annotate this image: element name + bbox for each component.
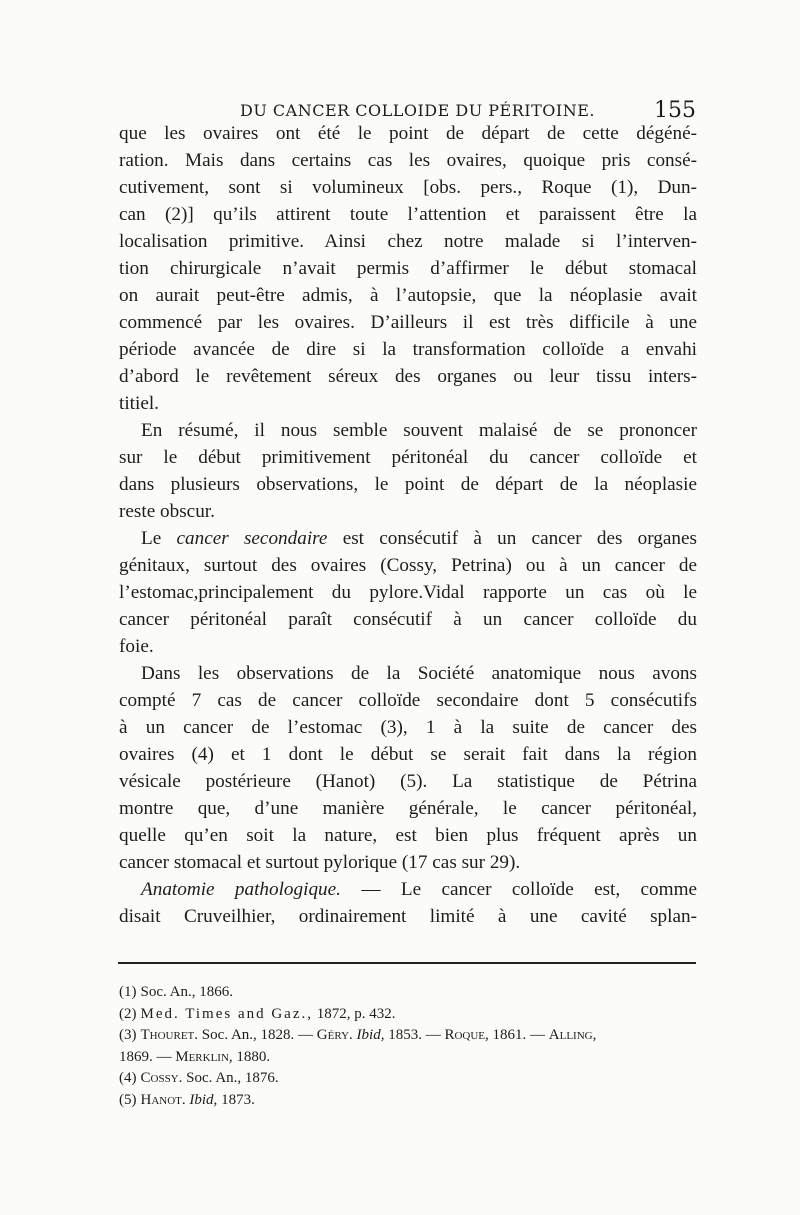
text-fragment: — Le cancer colloïde est, comme bbox=[361, 879, 698, 900]
text-line: titiel. bbox=[119, 393, 159, 414]
text-line: d’abord le revêtement séreux des organes ou leur tissu inters- bbox=[119, 366, 697, 387]
text-line: cancer stomacal et surtout pylorique (17 cas sur 29). bbox=[119, 852, 521, 873]
text-line bbox=[119, 525, 697, 552]
text-line bbox=[119, 876, 697, 903]
footnote-author: Cossy. bbox=[140, 1070, 183, 1086]
footnote-author: Thouret. bbox=[140, 1027, 199, 1043]
text-line: foie. bbox=[119, 636, 154, 657]
text-line: Dans les observations de la Société anatomique nous avons bbox=[141, 663, 697, 684]
text-line: cutivement, sont si volumineux [obs. pers., Roque (1), Dun- bbox=[119, 177, 697, 198]
footnote-text: Soc. An., 1866. bbox=[140, 984, 234, 1000]
footnote-continuation bbox=[119, 1047, 697, 1069]
text-line: reste obscur. bbox=[119, 501, 215, 522]
footnote-author: Roque, bbox=[444, 1027, 489, 1043]
footnote-text: 1873. bbox=[217, 1091, 255, 1108]
footnote-author: Merklin, bbox=[175, 1048, 233, 1065]
running-head-title: DU CANCER COLLOIDE DU PÉRITOINE. bbox=[240, 101, 595, 120]
footnote-text: 1853. — bbox=[384, 1027, 445, 1043]
footnote-number: (2) bbox=[119, 1005, 137, 1022]
text-line: à un cancer de l’estomac (3), 1 à la suite de cancer des bbox=[119, 717, 697, 738]
text-line: génitaux, surtout des ovaires (Cossy, Petrina) ou à un cancer de bbox=[119, 555, 697, 576]
footnote bbox=[119, 1025, 697, 1047]
text-line: montre que, d’une manière générale, le cancer péritonéal, bbox=[119, 798, 697, 819]
footnote bbox=[119, 1068, 697, 1090]
footnote bbox=[119, 982, 697, 1004]
footnote-number: (5) bbox=[119, 1091, 137, 1108]
text-line: quelle qu’en soit la nature, est bien plus fréquent après un bbox=[119, 825, 697, 846]
section-heading: Anatomie pathologique. bbox=[141, 879, 341, 900]
text-line: on aurait peut-être admis, à l’autopsie, que la néoplasie avait bbox=[119, 285, 697, 306]
footnote-ibid: Ibid, bbox=[352, 1027, 385, 1043]
text-fragment: Le bbox=[141, 528, 177, 549]
text-line: commencé par les ovaires. D’ailleurs il est très difficile à une bbox=[119, 312, 697, 333]
text-line: ration. Mais dans certains cas les ovaires, quoique pris consé- bbox=[119, 150, 697, 171]
footnote-author: Alling, bbox=[548, 1027, 597, 1043]
text-line: cancer péritonéal paraît consécutif à un cancer colloïde du bbox=[119, 609, 697, 630]
text-line: compté 7 cas de cancer colloïde secondaire dont 5 consécutifs bbox=[119, 690, 697, 711]
text-line: vésicale postérieure (Hanot) (5). La statistique de Pétrina bbox=[119, 771, 697, 792]
page-number: 155 bbox=[654, 98, 696, 123]
footnote-text: 1861. — bbox=[488, 1027, 549, 1043]
footnote-author: Géry. bbox=[316, 1027, 353, 1043]
text-line: sur le début primitivement péritonéal du cancer colloïde et bbox=[119, 447, 697, 468]
text-line: En résumé, il nous semble souvent malaisé de se prononcer bbox=[141, 420, 697, 441]
footnote-text: 1869. — bbox=[119, 1048, 176, 1065]
text-line: disait Cruveilhier, ordinairement limité à une cavité splan- bbox=[119, 906, 697, 927]
footnote-number: (4) bbox=[119, 1070, 137, 1086]
text-line: can (2)] qu’ils attirent toute l’attention et paraissent être la bbox=[119, 204, 697, 225]
text-line: ovaires (4) et 1 dont le début se serait fait dans la région bbox=[119, 744, 697, 765]
footnote-journal: Med. Times and Gaz., bbox=[140, 1005, 313, 1022]
footnote-number: (3) bbox=[119, 1027, 137, 1043]
text-line: localisation primitive. Ainsi chez notre malade si l’interven- bbox=[119, 231, 697, 252]
footnote-text: 1872, p. 432. bbox=[313, 1005, 396, 1022]
text-line: l’estomac,principalement du pylore.Vidal rapporte un cas où le bbox=[119, 582, 697, 603]
footnote bbox=[119, 1004, 697, 1026]
text-line: dans plusieurs observations, le point de départ de la néoplasie bbox=[119, 474, 697, 495]
footnote-number: (1) bbox=[119, 984, 137, 1000]
footnote-author: Hanot. bbox=[140, 1091, 186, 1108]
footnote bbox=[119, 1090, 697, 1112]
footnote-divider bbox=[118, 962, 696, 964]
body-text bbox=[119, 120, 697, 930]
footnote-text: Soc. An., 1828. — bbox=[198, 1027, 317, 1043]
footnote-text: 1880. bbox=[232, 1048, 271, 1065]
footnote-text: Soc. An., 1876. bbox=[182, 1070, 279, 1086]
text-line: tion chirurgicale n’avait permis d’affirmer le début stomacal bbox=[119, 258, 697, 279]
footnote-ibid: Ibid, bbox=[185, 1091, 218, 1108]
italic-term: cancer secondaire bbox=[176, 528, 328, 549]
text-line: période avancée de dire si la transformation colloïde a envahi bbox=[119, 339, 697, 360]
text-line: que les ovaires ont été le point de départ de cette dégéné- bbox=[119, 123, 697, 144]
footnotes bbox=[119, 982, 697, 1111]
text-fragment: est consécutif à un cancer des organes bbox=[342, 528, 697, 549]
